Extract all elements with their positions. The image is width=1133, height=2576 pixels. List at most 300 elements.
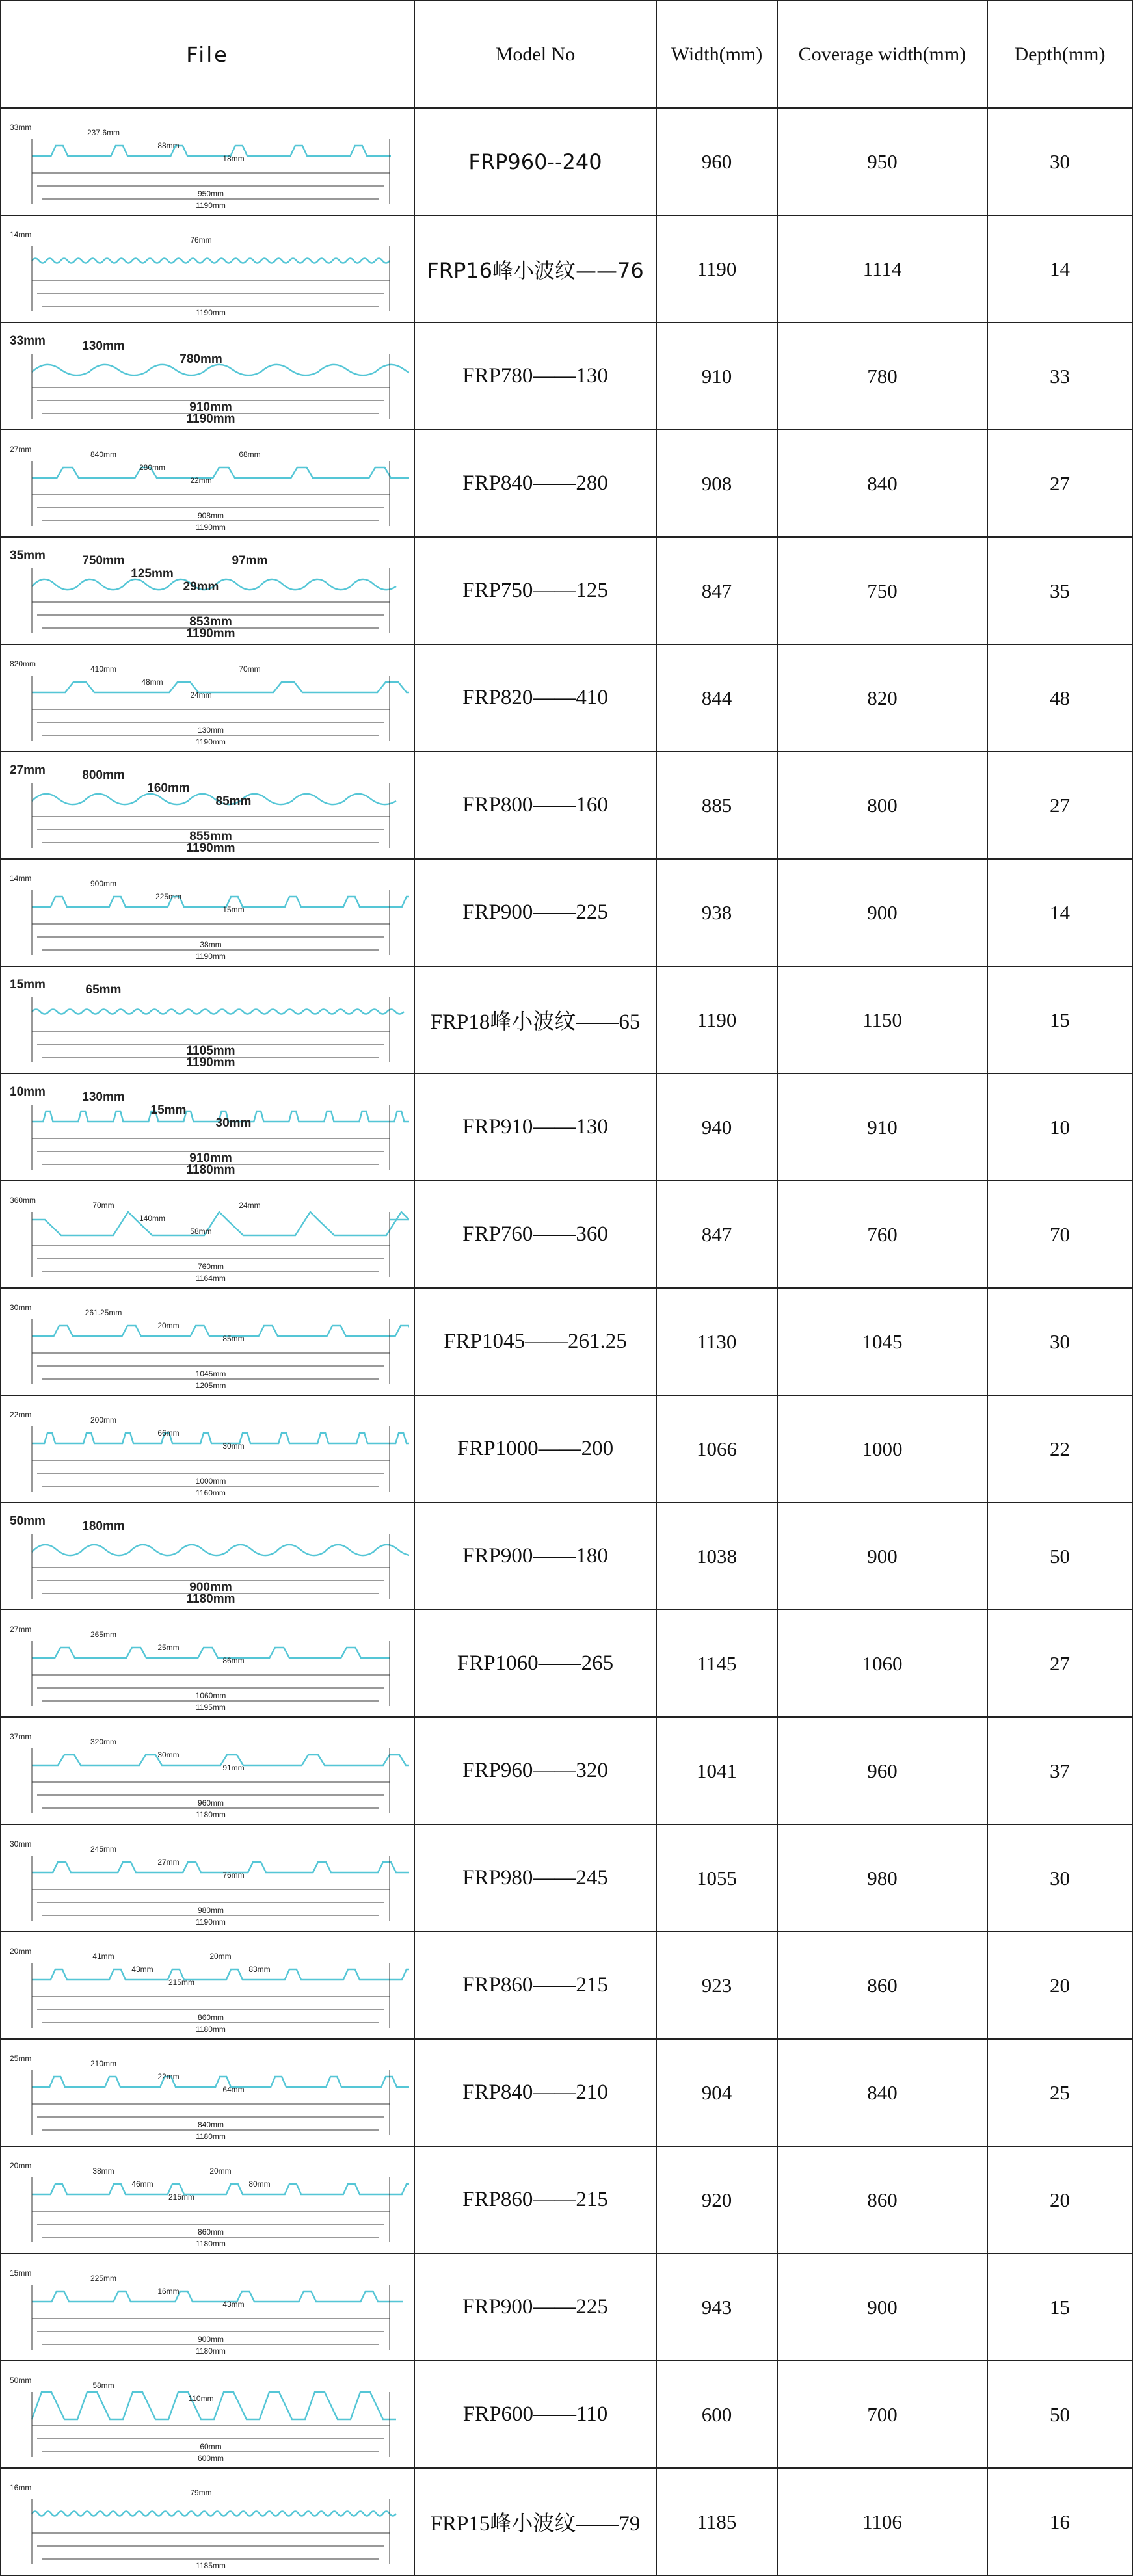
model-no: FRP750——125	[414, 537, 656, 644]
dimension-label: 24mm	[190, 690, 212, 700]
dimension-label: 14mm	[10, 230, 32, 239]
dimension-label: 1160mm	[196, 1488, 226, 1497]
dimension-label: 1105mm	[186, 1044, 235, 1058]
dimension-label: 110mm	[188, 2393, 214, 2403]
profile-drawing-cell	[1, 108, 414, 215]
dimension-label: 14mm	[10, 873, 32, 883]
dimension-label: 1190mm	[186, 1055, 235, 1069]
dimension-label: 30mm	[10, 1302, 32, 1312]
coverage-width-value: 800	[777, 752, 987, 859]
profile-line	[32, 682, 409, 692]
coverage-width-value: 840	[777, 430, 987, 537]
dimension-label: 65mm	[85, 982, 122, 997]
profile-line	[32, 258, 390, 263]
dimension-label: 410mm	[90, 664, 117, 674]
width-value: 943	[656, 2254, 777, 2361]
table-row	[1, 1717, 1132, 1824]
table-row	[1, 215, 1132, 322]
profile-drawing-cell	[1, 2468, 414, 2575]
profile-drawing	[6, 757, 409, 854]
dimension-label: 18mm	[222, 153, 245, 163]
dimension-label: 80mm	[248, 2179, 271, 2188]
table-row	[1, 1610, 1132, 1717]
width-value: 908	[656, 430, 777, 537]
dimension-label: 20mm	[209, 2166, 232, 2175]
depth-value: 30	[987, 1824, 1132, 1932]
profile-line	[32, 897, 409, 907]
dimension-label: 261.25mm	[85, 1308, 122, 1317]
profile-line	[32, 2392, 396, 2419]
dimension-label: 1000mm	[195, 1476, 226, 1486]
table-row	[1, 2468, 1132, 2575]
width-value: 920	[656, 2146, 777, 2254]
coverage-width-value: 840	[777, 2039, 987, 2146]
dimension-label: 1190mm	[196, 522, 226, 532]
dimension-label: 130mm	[197, 725, 224, 735]
profile-line	[32, 2077, 409, 2087]
profile-drawing	[6, 542, 409, 640]
dimension-label: 1185mm	[196, 2560, 226, 2570]
depth-value: 10	[987, 1073, 1132, 1181]
table-row	[1, 1181, 1132, 1288]
profile-drawing-cell	[1, 322, 414, 430]
header-coverage: Coverage width(mm)	[777, 1, 987, 108]
profile-drawing-cell	[1, 1717, 414, 1824]
profile-drawing-cell	[1, 2254, 414, 2361]
dimension-label: 68mm	[239, 449, 261, 459]
dimension-label: 908mm	[197, 510, 224, 520]
profile-drawing	[6, 1937, 409, 2034]
profile-line	[32, 793, 396, 804]
width-value: 1190	[656, 966, 777, 1073]
dimension-label: 50mm	[10, 1514, 46, 1528]
depth-value: 33	[987, 322, 1132, 430]
dimension-label: 29mm	[183, 579, 219, 594]
dimension-label: 1190mm	[196, 308, 226, 317]
dimension-label: 43mm	[131, 1964, 153, 1974]
coverage-width-value: 900	[777, 859, 987, 966]
coverage-width-value: 1114	[777, 215, 987, 322]
profile-drawing	[6, 2259, 409, 2356]
dimension-label: 980mm	[197, 1905, 224, 1915]
dimension-label: 85mm	[222, 1334, 245, 1343]
dimension-label: 30mm	[157, 1750, 180, 1759]
coverage-width-value: 750	[777, 537, 987, 644]
profile-drawing	[6, 1722, 409, 1820]
profile-line	[32, 1648, 390, 1658]
dimension-label: 27mm	[10, 763, 46, 777]
dimension-label: 780mm	[180, 352, 222, 366]
dimension-label: 66mm	[157, 1428, 180, 1438]
dimension-label: 76mm	[222, 1870, 245, 1880]
depth-value: 50	[987, 2361, 1132, 2468]
profile-drawing-cell	[1, 215, 414, 322]
dimension-label: 25mm	[10, 2053, 32, 2063]
dimension-label: 180mm	[82, 1519, 125, 1533]
coverage-width-value: 700	[777, 2361, 987, 2468]
dimension-label: 16mm	[10, 2482, 32, 2492]
dimension-label: 820mm	[10, 659, 36, 668]
dimension-label: 130mm	[82, 339, 125, 353]
dimension-label: 10mm	[10, 1084, 46, 1099]
dimension-label: 1180mm	[196, 2131, 226, 2141]
dimension-label: 70mm	[239, 664, 261, 674]
coverage-width-value: 960	[777, 1717, 987, 1824]
profile-drawing	[6, 220, 409, 318]
depth-value: 30	[987, 1288, 1132, 1395]
table-row	[1, 1395, 1132, 1503]
profile-drawing	[6, 650, 409, 747]
dimension-label: 910mm	[189, 1151, 232, 1165]
dimension-label: 237.6mm	[87, 127, 120, 137]
coverage-width-value: 860	[777, 2146, 987, 2254]
model-no: FRP900——225	[414, 859, 656, 966]
dimension-label: 58mm	[92, 2380, 114, 2390]
dimension-label: 1045mm	[195, 1369, 226, 1378]
dimension-label: 50mm	[10, 2375, 32, 2385]
dimension-label: 85mm	[215, 794, 252, 808]
dimension-label: 24mm	[239, 1200, 261, 1210]
coverage-width-value: 900	[777, 1503, 987, 1610]
model-no: FRP780——130	[414, 322, 656, 430]
profile-drawing-cell	[1, 752, 414, 859]
dimension-label: 1060mm	[195, 1690, 226, 1700]
dimension-label: 1180mm	[196, 2239, 226, 2248]
dimension-label: 97mm	[232, 553, 268, 568]
coverage-width-value: 1106	[777, 2468, 987, 2575]
profile-line	[32, 364, 409, 375]
dimension-label: 225mm	[155, 891, 182, 901]
model-no: FRP960--240	[414, 108, 656, 215]
depth-value: 14	[987, 859, 1132, 966]
profile-line	[32, 146, 391, 156]
depth-value: 27	[987, 430, 1132, 537]
profile-line	[32, 1433, 409, 1443]
profile-line	[32, 2511, 396, 2516]
depth-value: 22	[987, 1395, 1132, 1503]
table-row	[1, 322, 1132, 430]
dimension-label: 91mm	[222, 1763, 245, 1772]
depth-value: 37	[987, 1717, 1132, 1824]
dimension-label: 27mm	[10, 1624, 32, 1634]
table-row	[1, 537, 1132, 644]
dimension-label: 245mm	[90, 1844, 117, 1854]
profile-line	[32, 2184, 409, 2194]
dimension-label: 15mm	[222, 904, 245, 914]
dimension-label: 22mm	[190, 475, 212, 485]
width-value: 938	[656, 859, 777, 966]
dimension-label: 60mm	[200, 2441, 222, 2451]
profile-drawing	[6, 864, 409, 962]
table-row	[1, 1503, 1132, 1610]
dimension-label: 20mm	[209, 1951, 232, 1961]
dimension-label: 900mm	[189, 1580, 232, 1594]
width-value: 1190	[656, 215, 777, 322]
profile-drawing-cell	[1, 2361, 414, 2468]
dimension-label: 1180mm	[186, 1163, 235, 1176]
depth-value: 15	[987, 2254, 1132, 2361]
model-no: FRP960——320	[414, 1717, 656, 1824]
dimension-label: 215mm	[168, 1977, 195, 1987]
profile-line	[32, 1544, 409, 1555]
model-no: FRP840——210	[414, 2039, 656, 2146]
width-value: 1130	[656, 1288, 777, 1395]
width-value: 1066	[656, 1395, 777, 1503]
coverage-width-value: 950	[777, 108, 987, 215]
coverage-width-value: 1060	[777, 1610, 987, 1717]
table-row	[1, 1288, 1132, 1395]
width-value: 910	[656, 322, 777, 430]
profile-drawing-cell	[1, 1503, 414, 1610]
dimension-label: 125mm	[131, 566, 174, 581]
dimension-label: 43mm	[222, 2299, 245, 2309]
dimension-label: 37mm	[10, 1731, 32, 1741]
profile-line	[32, 1212, 409, 1235]
table-row	[1, 2254, 1132, 2361]
profile-drawing-cell	[1, 1395, 414, 1503]
depth-value: 50	[987, 1503, 1132, 1610]
dimension-label: 265mm	[90, 1629, 117, 1639]
profile-drawing	[6, 1293, 409, 1391]
dimension-label: 760mm	[197, 1261, 224, 1271]
table-row	[1, 2361, 1132, 2468]
profile-drawing	[6, 1079, 409, 1176]
profile-drawing-cell	[1, 1932, 414, 2039]
dimension-label: 46mm	[131, 2179, 153, 2188]
profile-drawing-cell	[1, 537, 414, 644]
dimension-label: 35mm	[10, 548, 46, 562]
dimension-label: 70mm	[92, 1200, 114, 1210]
dimension-label: 41mm	[92, 1951, 114, 1961]
profile-drawing-cell	[1, 1610, 414, 1717]
width-value: 904	[656, 2039, 777, 2146]
table-row	[1, 108, 1132, 215]
table-row	[1, 966, 1132, 1073]
model-no: FRP16峰小波纹——76	[414, 215, 656, 322]
table-row	[1, 859, 1132, 966]
profile-line	[32, 1326, 409, 1336]
table-row	[1, 430, 1132, 537]
table-row	[1, 644, 1132, 752]
dimension-label: 15mm	[10, 977, 46, 992]
dimension-label: 1190mm	[186, 626, 235, 640]
profile-drawing	[6, 2366, 409, 2464]
dimension-label: 20mm	[157, 1321, 180, 1330]
coverage-width-value: 760	[777, 1181, 987, 1288]
depth-value: 20	[987, 1932, 1132, 2039]
dimension-label: 20mm	[10, 2161, 32, 2170]
depth-value: 25	[987, 2039, 1132, 2146]
profile-drawing	[6, 971, 409, 1069]
model-no: FRP860——215	[414, 2146, 656, 2254]
width-value: 960	[656, 108, 777, 215]
table-row	[1, 752, 1132, 859]
dimension-label: 1190mm	[196, 1917, 226, 1926]
dimension-label: 22mm	[10, 1410, 32, 1419]
depth-value: 48	[987, 644, 1132, 752]
dimension-label: 83mm	[248, 1964, 271, 1974]
dimension-label: 600mm	[197, 2453, 224, 2463]
dimension-label: 320mm	[90, 1737, 117, 1746]
dimension-label: 27mm	[10, 444, 32, 454]
model-no: FRP1000——200	[414, 1395, 656, 1503]
profile-drawing-cell	[1, 966, 414, 1073]
depth-value: 27	[987, 752, 1132, 859]
coverage-width-value: 980	[777, 1824, 987, 1932]
model-no: FRP1060——265	[414, 1610, 656, 1717]
dimension-label: 88mm	[157, 140, 180, 150]
dimension-label: 950mm	[197, 189, 224, 198]
model-no: FRP18峰小波纹——65	[414, 966, 656, 1073]
profile-drawing	[6, 1400, 409, 1498]
model-no: FRP860——215	[414, 1932, 656, 2039]
profile-drawing	[6, 328, 409, 425]
model-no: FRP840——280	[414, 430, 656, 537]
depth-value: 20	[987, 2146, 1132, 2254]
header-model: Model No	[414, 1, 656, 108]
dimension-label: 130mm	[82, 1090, 125, 1104]
dimension-label: 16mm	[157, 2286, 180, 2296]
profile-line	[32, 2291, 403, 2302]
dimension-label: 48mm	[141, 677, 163, 687]
width-value: 885	[656, 752, 777, 859]
dimension-label: 30mm	[222, 1441, 245, 1451]
profile-drawing-cell	[1, 1073, 414, 1181]
coverage-width-value: 860	[777, 1932, 987, 2039]
dimension-label: 140mm	[139, 1213, 166, 1223]
dimension-label: 1195mm	[196, 1702, 226, 1712]
dimension-label: 360mm	[10, 1195, 36, 1205]
model-no: FRP15峰小波纹——79	[414, 2468, 656, 2575]
profile-drawing-cell	[1, 430, 414, 537]
profile-line	[32, 1862, 409, 1873]
depth-value: 30	[987, 108, 1132, 215]
depth-value: 16	[987, 2468, 1132, 2575]
width-value: 1038	[656, 1503, 777, 1610]
dimension-label: 1180mm	[196, 2024, 226, 2034]
width-value: 1055	[656, 1824, 777, 1932]
dimension-label: 855mm	[189, 829, 232, 843]
dimension-label: 210mm	[90, 2058, 117, 2068]
profile-drawing	[6, 1508, 409, 1605]
dimension-label: 910mm	[189, 400, 232, 414]
dimension-label: 225mm	[90, 2273, 117, 2283]
coverage-width-value: 900	[777, 2254, 987, 2361]
dimension-label: 33mm	[10, 334, 46, 348]
dimension-label: 900mm	[197, 2334, 224, 2344]
profile-line	[32, 1969, 409, 1980]
model-no: FRP1045——261.25	[414, 1288, 656, 1395]
dimension-label: 853mm	[189, 614, 232, 629]
table-row	[1, 2039, 1132, 2146]
header-depth: Depth(mm)	[987, 1, 1132, 108]
width-value: 940	[656, 1073, 777, 1181]
model-no: FRP900——180	[414, 1503, 656, 1610]
dimension-label: 1190mm	[196, 737, 226, 746]
dimension-label: 1190mm	[186, 412, 235, 425]
dimension-label: 1205mm	[195, 1380, 226, 1390]
dimension-label: 33mm	[10, 122, 32, 132]
table-row	[1, 2146, 1132, 2254]
coverage-width-value: 1150	[777, 966, 987, 1073]
profile-drawing-cell	[1, 2146, 414, 2254]
profile-drawing-cell	[1, 2039, 414, 2146]
dimension-label: 900mm	[90, 878, 117, 888]
dimension-label: 20mm	[10, 1946, 32, 1956]
width-value: 923	[656, 1932, 777, 2039]
model-no: FRP980——245	[414, 1824, 656, 1932]
dimension-label: 64mm	[222, 2084, 245, 2094]
table-row	[1, 1073, 1132, 1181]
dimension-label: 1180mm	[196, 1809, 226, 1819]
coverage-width-value: 1000	[777, 1395, 987, 1503]
dimension-label: 58mm	[190, 1226, 212, 1236]
dimension-label: 840mm	[90, 449, 117, 459]
profile-drawing	[6, 113, 409, 211]
dimension-label: 160mm	[147, 781, 190, 795]
dimension-label: 750mm	[82, 553, 125, 568]
model-no: FRP800——160	[414, 752, 656, 859]
dimension-label: 30mm	[215, 1116, 252, 1130]
dimension-label: 1190mm	[186, 841, 235, 854]
width-value: 847	[656, 1181, 777, 1288]
profile-drawing-cell	[1, 1288, 414, 1395]
width-value: 844	[656, 644, 777, 752]
dimension-label: 79mm	[190, 2488, 212, 2497]
header-width: Width(mm)	[656, 1, 777, 108]
model-no: FRP760——360	[414, 1181, 656, 1288]
width-value: 1185	[656, 2468, 777, 2575]
coverage-width-value: 780	[777, 322, 987, 430]
dimension-label: 1180mm	[196, 2346, 226, 2356]
profile-drawing	[6, 1615, 409, 1713]
profile-drawing-cell	[1, 1824, 414, 1932]
dimension-label: 280mm	[139, 462, 166, 472]
dimension-label: 860mm	[197, 2012, 224, 2022]
dimension-label: 38mm	[200, 940, 222, 949]
profile-drawing-cell	[1, 644, 414, 752]
coverage-width-value: 1045	[777, 1288, 987, 1395]
profile-line	[32, 1755, 409, 1765]
dimension-label: 22mm	[157, 2071, 180, 2081]
depth-value: 27	[987, 1610, 1132, 1717]
depth-value: 70	[987, 1181, 1132, 1288]
profile-drawing	[6, 435, 409, 532]
coverage-width-value: 820	[777, 644, 987, 752]
dimension-label: 1190mm	[196, 951, 226, 961]
dimension-label: 960mm	[197, 1798, 224, 1807]
depth-value: 15	[987, 966, 1132, 1073]
dimension-label: 840mm	[197, 2120, 224, 2129]
dimension-label: 1190mm	[196, 200, 226, 210]
header-file: File	[1, 1, 414, 108]
dimension-label: 30mm	[10, 1839, 32, 1848]
table-row	[1, 1824, 1132, 1932]
width-value: 847	[656, 537, 777, 644]
depth-value: 14	[987, 215, 1132, 322]
model-no: FRP900——225	[414, 2254, 656, 2361]
width-value: 600	[656, 2361, 777, 2468]
width-value: 1041	[656, 1717, 777, 1824]
dimension-label: 86mm	[222, 1655, 245, 1665]
profile-drawing	[6, 2044, 409, 2142]
dimension-label: 15mm	[150, 1103, 187, 1117]
profile-drawing	[6, 1186, 409, 1283]
dimension-label: 27mm	[157, 1857, 180, 1867]
profile-line	[32, 467, 409, 478]
depth-value: 35	[987, 537, 1132, 644]
coverage-width-value: 910	[777, 1073, 987, 1181]
